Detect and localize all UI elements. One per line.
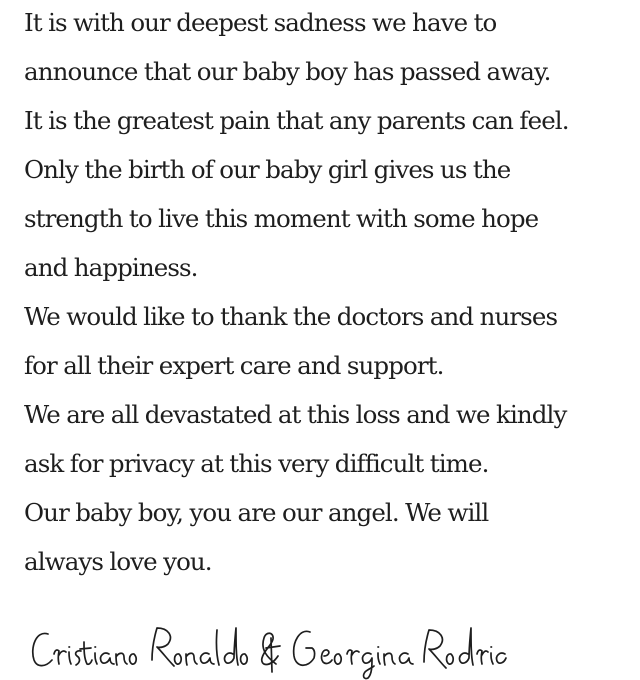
- statement-line: Only the birth of our baby girl gives us the: [24, 155, 511, 184]
- statement-line: ask for privacy at this very difficult time.: [24, 449, 489, 478]
- statement-line: We would like to thank the doctors and nurses: [24, 302, 558, 331]
- statement-text: [24, 0, 636, 588]
- statement-line: It is the greatest pain that any parents can feel.: [24, 106, 569, 135]
- statement-line: Our baby boy, you are our angel. We will: [24, 498, 489, 527]
- statement-line: strength to live this moment with some hope: [24, 204, 539, 233]
- statement-line: announce that our baby boy has passed away.: [24, 57, 551, 86]
- statement-line: It is with our deepest sadness we have to: [24, 8, 497, 37]
- statement-line: and happiness.: [24, 253, 198, 282]
- statement-line: We are all devastated at this loss and we kindly: [24, 400, 567, 429]
- statement-line: for all their expert care and support.: [24, 351, 444, 380]
- statement-line: always love you.: [24, 547, 212, 576]
- handwritten-signature: [28, 620, 508, 680]
- signature-drawing: [28, 620, 508, 680]
